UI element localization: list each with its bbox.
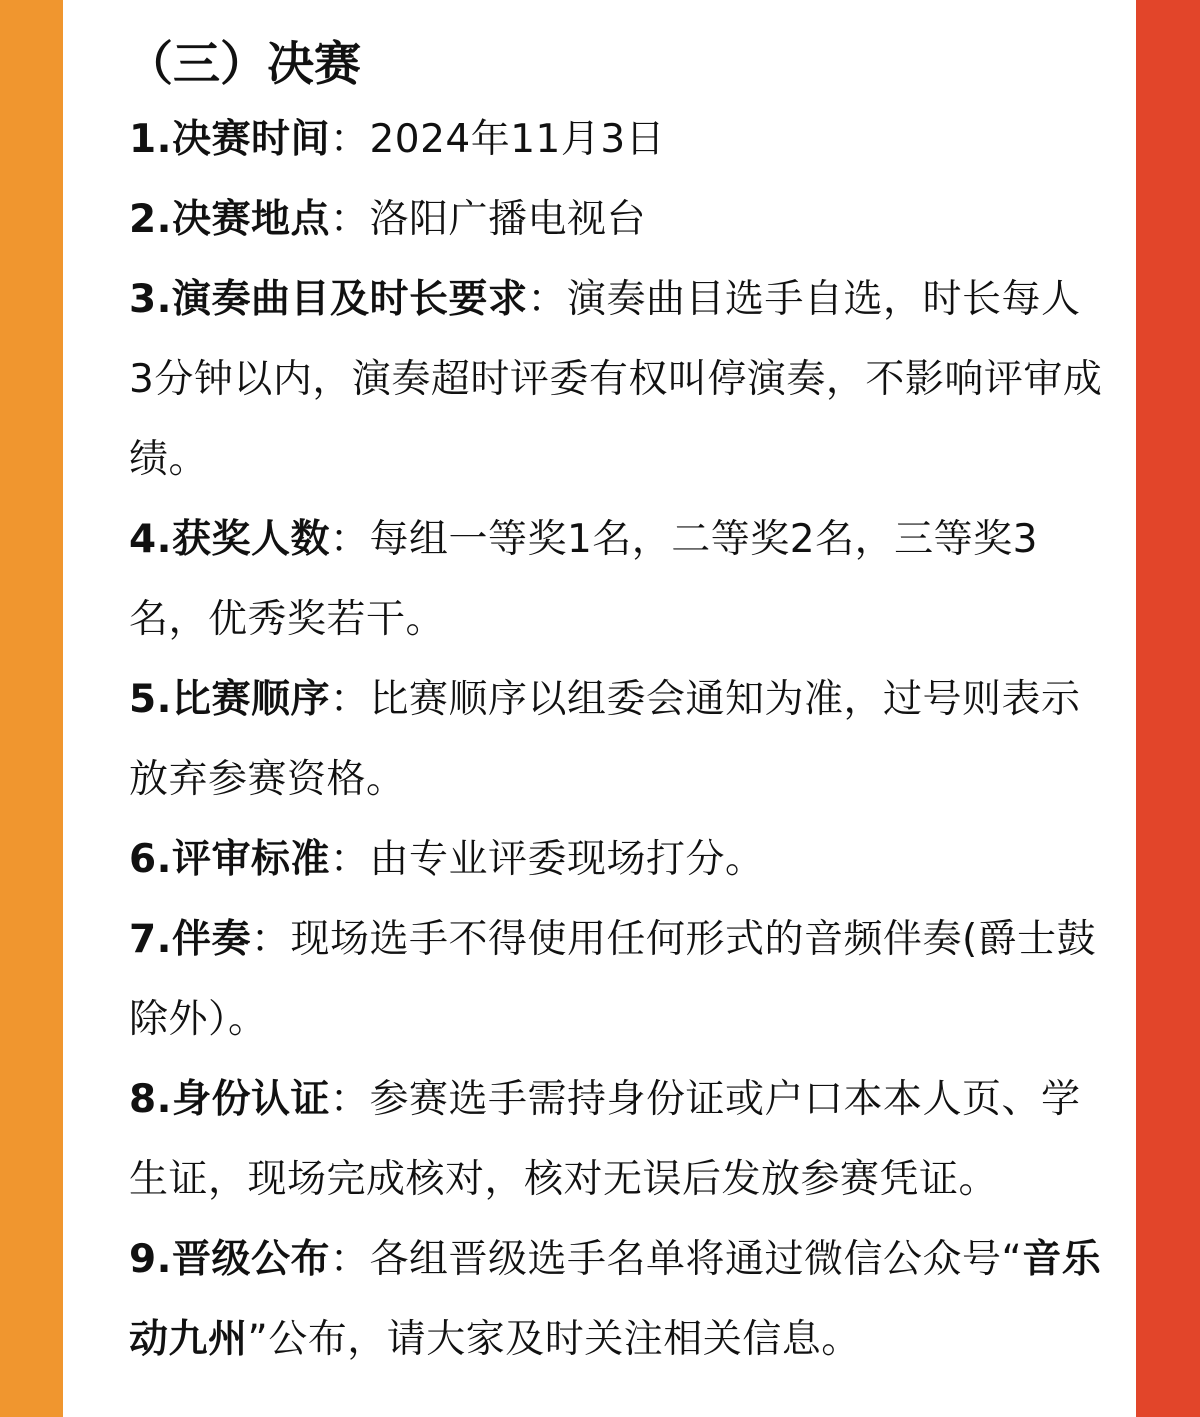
item-text: 由专业评委现场打分。 bbox=[369, 837, 765, 882]
item-separator: ： bbox=[527, 277, 567, 322]
item-separator: ： bbox=[329, 837, 370, 882]
item-text: 每组一等奖1名，二等奖2名，三等奖3名，优秀奖若干。 bbox=[129, 517, 1038, 642]
item-label: 5.比赛顺序 bbox=[129, 677, 330, 722]
left-decorative-bar bbox=[0, 0, 63, 1417]
list-item-accompaniment bbox=[129, 900, 1104, 1060]
item-separator: ： bbox=[329, 517, 370, 562]
item-label: 7.伴奏 bbox=[129, 917, 251, 962]
item-text: 参赛选手需持身份证或户口本本人页、学生证，现场完成核对，核对无误后发放参赛凭证。 bbox=[129, 1077, 1081, 1202]
list-item-awards bbox=[129, 500, 1104, 660]
wechat-account-name: 音乐动九州 bbox=[129, 1237, 1102, 1362]
item-separator: ： bbox=[329, 117, 370, 162]
list-item-repertoire bbox=[129, 260, 1104, 500]
item-separator: ： bbox=[250, 917, 291, 962]
item-text: 洛阳广播电视台 bbox=[369, 197, 646, 242]
list-item-identity bbox=[129, 1060, 1104, 1220]
item-label: 9.晋级公布 bbox=[129, 1237, 330, 1282]
item-separator: ： bbox=[329, 1237, 370, 1282]
list-item-final-time bbox=[129, 100, 1104, 180]
item-text: 演奏曲目选手自选，时长每人3分钟以内，演奏超时评委有权叫停演奏，不影响评审成绩。 bbox=[129, 277, 1103, 482]
item-label: 4.获奖人数 bbox=[129, 517, 330, 562]
item-label: 2.决赛地点 bbox=[129, 197, 330, 242]
list-item-judging bbox=[129, 820, 1104, 900]
item-label: 8.身份认证 bbox=[129, 1077, 330, 1122]
list-item-order bbox=[129, 660, 1104, 820]
item-separator: ： bbox=[329, 197, 370, 242]
list-item-promotion bbox=[129, 1220, 1104, 1380]
item-text-after: 公布，请大家及时关注相关信息。 bbox=[268, 1317, 861, 1362]
section-title: （三）决赛 bbox=[126, 37, 361, 92]
right-decorative-bar bbox=[1136, 0, 1200, 1417]
list-item-final-venue bbox=[129, 180, 1104, 260]
item-separator: ： bbox=[329, 677, 370, 722]
item-text: 各组晋级选手名单将通过微信公众号 bbox=[369, 1237, 1002, 1282]
item-text: 现场选手不得使用任何形式的音频伴奏(爵士鼓除外）。 bbox=[129, 917, 1097, 1042]
item-label: 1.决赛时间 bbox=[129, 117, 330, 162]
document-body bbox=[126, 30, 1104, 1380]
item-separator: ： bbox=[329, 1077, 370, 1122]
item-label: 6.评审标准 bbox=[129, 837, 330, 882]
quote-close: ” bbox=[247, 1317, 269, 1362]
item-text: 比赛顺序以组委会通知为准，过号则表示放弃参赛资格。 bbox=[129, 677, 1081, 802]
item-label: 3.演奏曲目及时长要求 bbox=[129, 277, 528, 322]
item-text: 2024年11月3日 bbox=[369, 117, 666, 162]
quote-open: “ bbox=[1001, 1237, 1023, 1282]
